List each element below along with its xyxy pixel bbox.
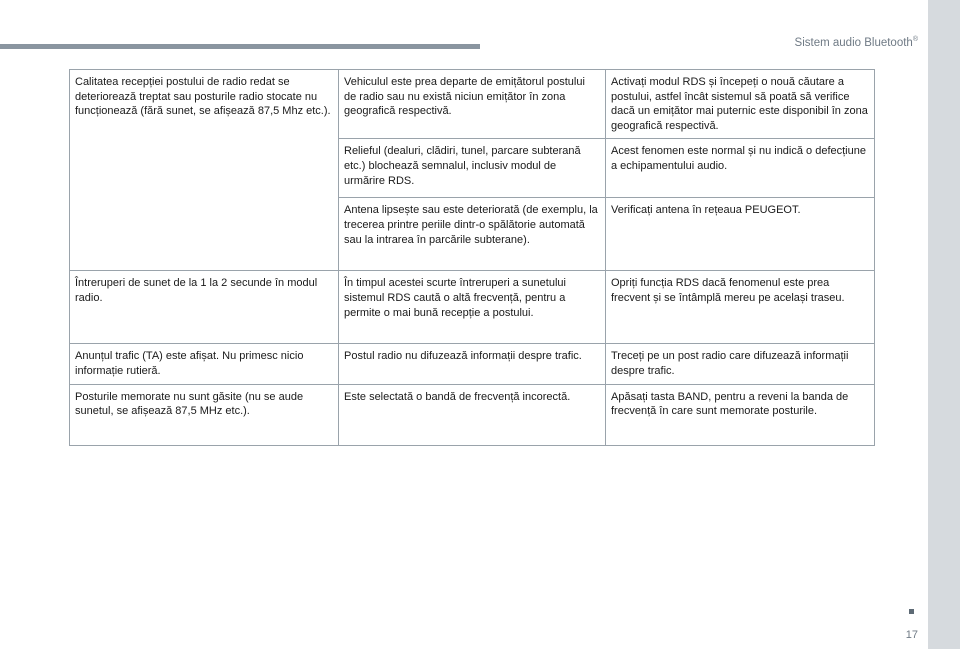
header-accent-bar [0, 44, 480, 49]
solution-cell: Treceți pe un post radio care difuzează informații despre trafic. [606, 344, 875, 384]
cause-cell: În timpul acestei scurte întreruperi a sunetului sistemul RDS caută o altă frecvență, pentru a permite o mai bună recepție a postului. [339, 271, 606, 344]
registered-mark: ® [912, 36, 918, 44]
problem-cell: Posturile memorate nu sunt găsite (nu se aude sunetul, se afișează 87,5 MHz etc.). [70, 384, 339, 445]
page-marker [909, 609, 914, 614]
solution-cell: Acest fenomen este normal și nu indică o defecțiune a echipamentului audio. [606, 139, 875, 198]
cause-cell: Vehiculul este prea departe de emițătorul postului de radio sau nu există niciun emițător în zona geografică respectivă. [339, 70, 606, 139]
table-row [70, 70, 875, 139]
solution-cell: Activați modul RDS și începeți o nouă căutare a postului, astfel încât sistemul să poată să verifice dacă un emițător mai puternic este disponibil în zona geografică respectivă. [606, 70, 875, 139]
solution-cell: Opriți funcția RDS dacă fenomenul este prea frecvent și se întâmplă mereu pe același traseu. [606, 271, 875, 344]
section-title: Sistem audio Bluetooth® [794, 36, 918, 49]
cause-cell: Este selectată o bandă de frecvență incorectă. [339, 384, 606, 445]
problem-cell: Anunțul trafic (TA) este afișat. Nu primesc nicio informație rutieră. [70, 344, 339, 384]
cause-cell: Antena lipsește sau este deteriorată (de exemplu, la trecerea printre periile dintr-o spălătorie automată sau la intrarea în parcările subterane). [339, 198, 606, 271]
page-number: 17 [905, 629, 918, 641]
solution-cell: Apăsați tasta BAND, pentru a reveni la banda de frecvență în care sunt memorate posturile. [606, 384, 875, 445]
side-thumb-strip [928, 0, 960, 649]
cause-cell: Relieful (dealuri, clădiri, tunel, parcare subterană etc.) blochează semnalul, inclusiv modul de urmărire RDS. [339, 139, 606, 198]
solution-cell: Verificați antena în rețeaua PEUGEOT. [606, 198, 875, 271]
troubleshooting-table [69, 69, 875, 446]
problem-cell: Întreruperi de sunet de la 1 la 2 secunde în modul radio. [70, 271, 339, 344]
table-row [70, 384, 875, 445]
table-row [70, 271, 875, 344]
problem-cell: Calitatea recepției postului de radio redat se deteriorează treptat sau posturile radio stocate nu funcționează (fără sunet, se afișează 87,5 Mhz etc.). [70, 70, 339, 271]
table-row [70, 344, 875, 384]
cause-cell: Postul radio nu difuzează informații despre trafic. [339, 344, 606, 384]
